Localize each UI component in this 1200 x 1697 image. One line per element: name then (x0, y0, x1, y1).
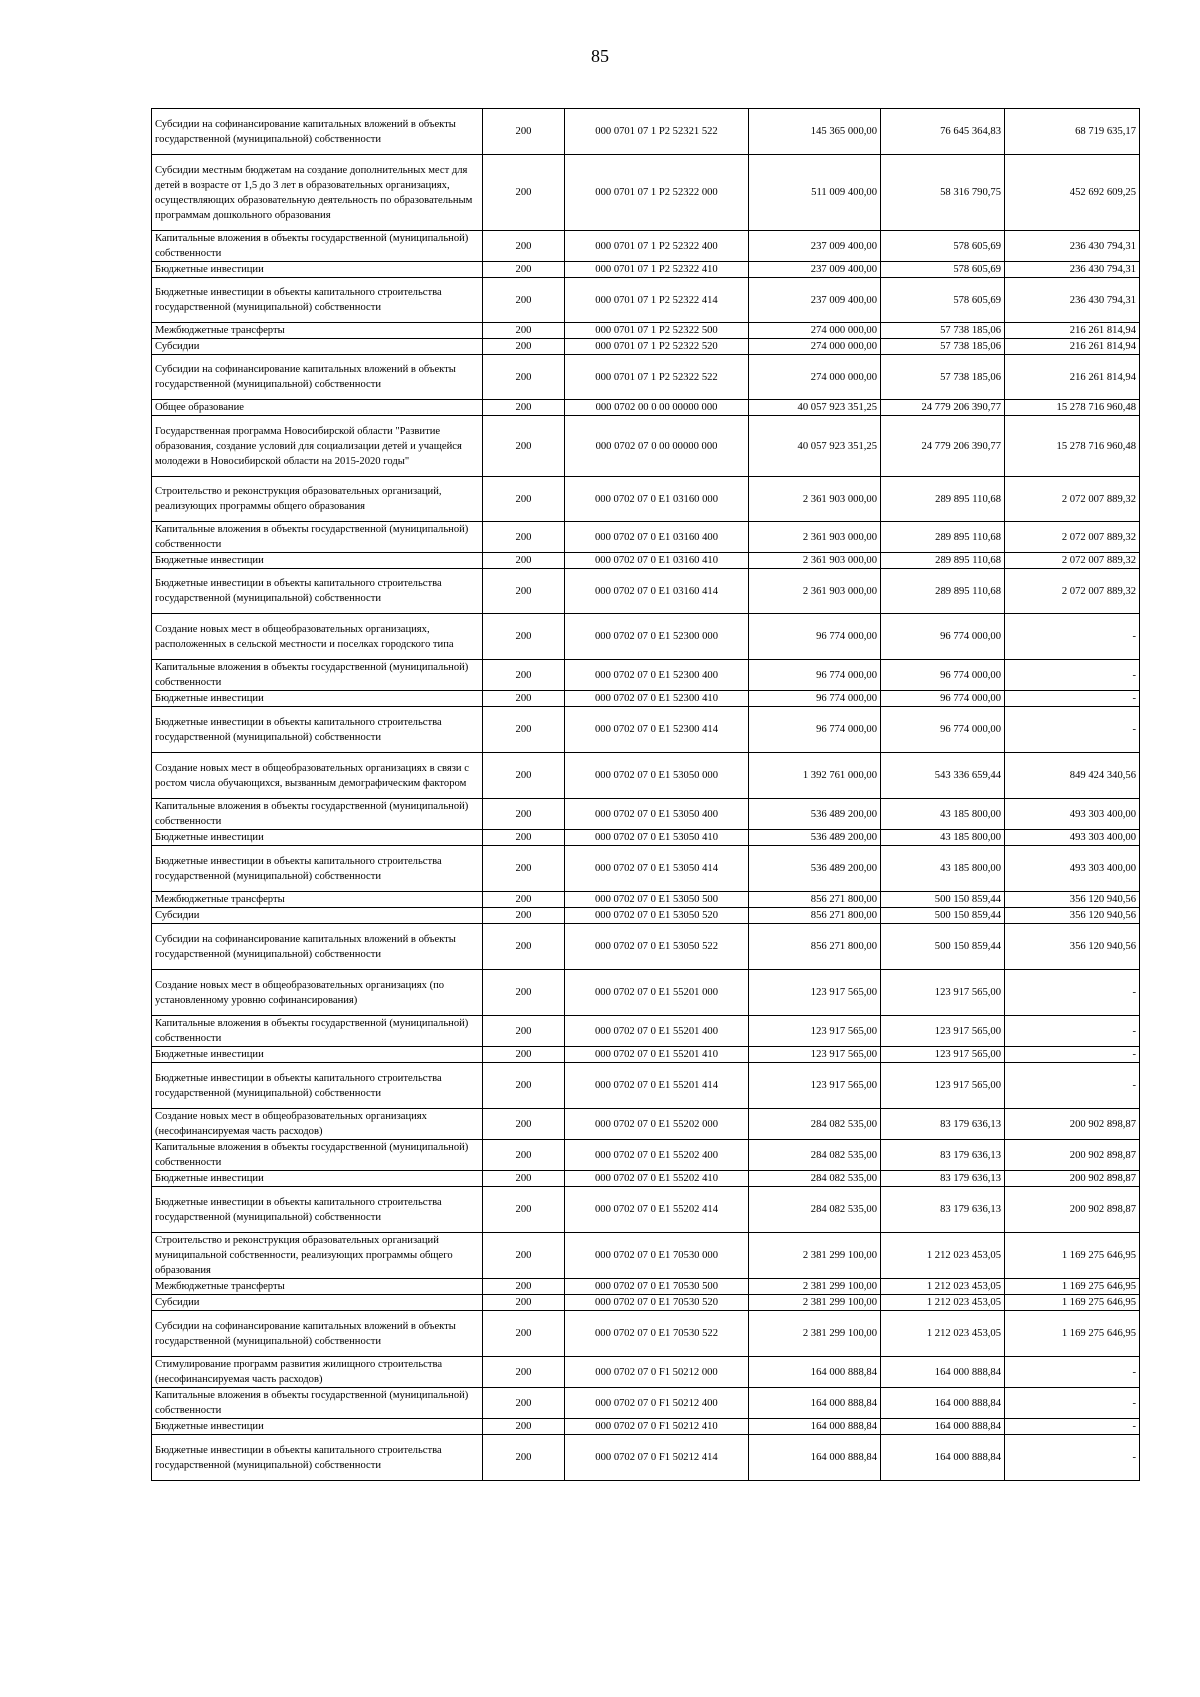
table-row (152, 1016, 1140, 1047)
table-row (152, 908, 1140, 924)
row-unexecuted: - (1005, 660, 1140, 691)
row-unexecuted: 1 169 275 646,95 (1005, 1311, 1140, 1357)
row-admin-code: 200 (483, 553, 565, 569)
row-name: Бюджетные инвестиции в объекты капитального строительства государственной (муниципальной) собственности (152, 569, 483, 614)
row-admin-code: 200 (483, 522, 565, 553)
row-admin-code: 200 (483, 691, 565, 707)
row-approved: 2 361 903 000,00 (749, 522, 881, 553)
row-unexecuted: 216 261 814,94 (1005, 339, 1140, 355)
row-unexecuted: 356 120 940,56 (1005, 892, 1140, 908)
row-executed: 578 605,69 (881, 262, 1005, 278)
row-name: Бюджетные инвестиции (152, 1419, 483, 1435)
row-executed: 578 605,69 (881, 278, 1005, 323)
row-name: Стимулирование программ развития жилищного строительства (несофинансируемая часть расходов) (152, 1357, 483, 1388)
row-budget-code: 000 0702 07 0 E1 55202 000 (565, 1109, 749, 1140)
row-approved: 536 489 200,00 (749, 846, 881, 892)
table-row (152, 416, 1140, 477)
row-name: Создание новых мест в общеобразовательных организациях (по установленному уровню софинансирования) (152, 970, 483, 1016)
row-name: Субсидии на софинансирование капитальных вложений в объекты государственной (муниципальной) собственности (152, 924, 483, 970)
row-approved: 123 917 565,00 (749, 1063, 881, 1109)
row-executed: 96 774 000,00 (881, 660, 1005, 691)
row-budget-code: 000 0702 07 0 E1 03160 414 (565, 569, 749, 614)
row-unexecuted: 200 902 898,87 (1005, 1171, 1140, 1187)
row-name: Субсидии местным бюджетам на создание дополнительных мест для детей в возрасте от 1,5 до 3 лет в образовательных организациях, осуществляющих образовательную деятельность по образовательным программам дошкольного образования (152, 155, 483, 231)
row-name: Межбюджетные трансферты (152, 1279, 483, 1295)
row-unexecuted: - (1005, 1435, 1140, 1481)
row-approved: 511 009 400,00 (749, 155, 881, 231)
row-admin-code: 200 (483, 1295, 565, 1311)
row-admin-code: 200 (483, 846, 565, 892)
row-budget-code: 000 0702 07 0 E1 53050 410 (565, 830, 749, 846)
table-row (152, 339, 1140, 355)
row-name: Бюджетные инвестиции в объекты капитального строительства государственной (муниципальной) собственности (152, 1063, 483, 1109)
row-name: Капитальные вложения в объекты государственной (муниципальной) собственности (152, 660, 483, 691)
row-executed: 96 774 000,00 (881, 707, 1005, 753)
table-row (152, 1388, 1140, 1419)
row-name: Субсидии на софинансирование капитальных вложений в объекты государственной (муниципальной) собственности (152, 109, 483, 155)
table-row (152, 231, 1140, 262)
row-approved: 284 082 535,00 (749, 1109, 881, 1140)
row-name: Бюджетные инвестиции (152, 553, 483, 569)
budget-table (151, 108, 1140, 1481)
row-unexecuted: - (1005, 1047, 1140, 1063)
row-name: Межбюджетные трансферты (152, 892, 483, 908)
table-row (152, 1295, 1140, 1311)
row-budget-code: 000 0702 07 0 E1 55202 414 (565, 1187, 749, 1233)
row-admin-code: 200 (483, 1063, 565, 1109)
row-budget-code: 000 0701 07 1 P2 52322 500 (565, 323, 749, 339)
row-name: Субсидии на софинансирование капитальных вложений в объекты государственной (муниципальной) собственности (152, 1311, 483, 1357)
row-name: Бюджетные инвестиции в объекты капитального строительства государственной (муниципальной) собственности (152, 1187, 483, 1233)
row-admin-code: 200 (483, 109, 565, 155)
row-name: Капитальные вложения в объекты государственной (муниципальной) собственности (152, 231, 483, 262)
row-budget-code: 000 0702 07 0 E1 70530 520 (565, 1295, 749, 1311)
row-executed: 578 605,69 (881, 231, 1005, 262)
row-approved: 856 271 800,00 (749, 924, 881, 970)
row-executed: 43 185 800,00 (881, 799, 1005, 830)
row-admin-code: 200 (483, 323, 565, 339)
row-approved: 96 774 000,00 (749, 691, 881, 707)
row-name: Капитальные вложения в объекты государственной (муниципальной) собственности (152, 1388, 483, 1419)
row-admin-code: 200 (483, 830, 565, 846)
row-executed: 164 000 888,84 (881, 1357, 1005, 1388)
row-executed: 164 000 888,84 (881, 1388, 1005, 1419)
row-admin-code: 200 (483, 278, 565, 323)
row-executed: 43 185 800,00 (881, 830, 1005, 846)
row-unexecuted: - (1005, 1357, 1140, 1388)
row-executed: 500 150 859,44 (881, 908, 1005, 924)
row-budget-code: 000 0701 07 1 P2 52322 000 (565, 155, 749, 231)
row-executed: 543 336 659,44 (881, 753, 1005, 799)
row-admin-code: 200 (483, 614, 565, 660)
row-unexecuted: 356 120 940,56 (1005, 908, 1140, 924)
row-unexecuted: - (1005, 691, 1140, 707)
row-admin-code: 200 (483, 1233, 565, 1279)
row-executed: 96 774 000,00 (881, 691, 1005, 707)
row-approved: 237 009 400,00 (749, 231, 881, 262)
row-approved: 536 489 200,00 (749, 830, 881, 846)
row-unexecuted: 493 303 400,00 (1005, 799, 1140, 830)
row-unexecuted: 452 692 609,25 (1005, 155, 1140, 231)
row-approved: 2 361 903 000,00 (749, 569, 881, 614)
row-admin-code: 200 (483, 1419, 565, 1435)
table-row (152, 753, 1140, 799)
row-approved: 2 361 903 000,00 (749, 477, 881, 522)
row-budget-code: 000 0701 07 1 P2 52322 520 (565, 339, 749, 355)
row-executed: 123 917 565,00 (881, 1016, 1005, 1047)
row-name: Субсидии (152, 339, 483, 355)
row-admin-code: 200 (483, 1047, 565, 1063)
row-admin-code: 200 (483, 1279, 565, 1295)
table-row (152, 892, 1140, 908)
row-name: Бюджетные инвестиции в объекты капитального строительства государственной (муниципальной) собственности (152, 846, 483, 892)
row-approved: 536 489 200,00 (749, 799, 881, 830)
row-name: Создание новых мест в общеобразовательных организациях (несофинансируемая часть расходов) (152, 1109, 483, 1140)
row-admin-code: 200 (483, 924, 565, 970)
row-admin-code: 200 (483, 892, 565, 908)
row-budget-code: 000 0702 07 0 E1 53050 522 (565, 924, 749, 970)
row-approved: 40 057 923 351,25 (749, 400, 881, 416)
row-unexecuted: 2 072 007 889,32 (1005, 522, 1140, 553)
row-approved: 856 271 800,00 (749, 908, 881, 924)
row-name: Бюджетные инвестиции в объекты капитального строительства государственной (муниципальной) собственности (152, 707, 483, 753)
row-admin-code: 200 (483, 799, 565, 830)
row-approved: 145 365 000,00 (749, 109, 881, 155)
row-budget-code: 000 0701 07 1 P2 52322 410 (565, 262, 749, 278)
row-admin-code: 200 (483, 1311, 565, 1357)
row-approved: 2 381 299 100,00 (749, 1233, 881, 1279)
table-row (152, 522, 1140, 553)
row-executed: 1 212 023 453,05 (881, 1295, 1005, 1311)
row-approved: 96 774 000,00 (749, 660, 881, 691)
row-unexecuted: 2 072 007 889,32 (1005, 553, 1140, 569)
row-unexecuted: 1 169 275 646,95 (1005, 1295, 1140, 1311)
row-executed: 500 150 859,44 (881, 924, 1005, 970)
row-admin-code: 200 (483, 339, 565, 355)
row-name: Субсидии (152, 1295, 483, 1311)
row-name: Бюджетные инвестиции в объекты капитального строительства государственной (муниципальной) собственности (152, 278, 483, 323)
table-row (152, 355, 1140, 400)
row-executed: 57 738 185,06 (881, 355, 1005, 400)
row-executed: 1 212 023 453,05 (881, 1311, 1005, 1357)
row-unexecuted: 216 261 814,94 (1005, 355, 1140, 400)
row-executed: 123 917 565,00 (881, 1063, 1005, 1109)
table-row (152, 1047, 1140, 1063)
row-name: Субсидии на софинансирование капитальных вложений в объекты государственной (муниципальной) собственности (152, 355, 483, 400)
budget-table-body (152, 109, 1140, 1481)
table-row (152, 400, 1140, 416)
row-unexecuted: 15 278 716 960,48 (1005, 416, 1140, 477)
row-admin-code: 200 (483, 707, 565, 753)
table-row (152, 1435, 1140, 1481)
row-admin-code: 200 (483, 970, 565, 1016)
row-budget-code: 000 0702 07 0 E1 55201 414 (565, 1063, 749, 1109)
table-row (152, 846, 1140, 892)
row-name: Строительство и реконструкция образовательных организаций муниципальной собственности, реализующих программы общего образования (152, 1233, 483, 1279)
row-executed: 289 895 110,68 (881, 522, 1005, 553)
row-executed: 1 212 023 453,05 (881, 1279, 1005, 1295)
row-unexecuted: - (1005, 1016, 1140, 1047)
row-admin-code: 200 (483, 1187, 565, 1233)
table-row (152, 109, 1140, 155)
row-budget-code: 000 0702 07 0 E1 70530 522 (565, 1311, 749, 1357)
row-executed: 1 212 023 453,05 (881, 1233, 1005, 1279)
row-name: Строительство и реконструкция образовательных организаций, реализующих программы общего образования (152, 477, 483, 522)
row-budget-code: 000 0702 07 0 E1 03160 410 (565, 553, 749, 569)
row-approved: 164 000 888,84 (749, 1435, 881, 1481)
table-row (152, 323, 1140, 339)
row-unexecuted: 236 430 794,31 (1005, 262, 1140, 278)
table-row (152, 1187, 1140, 1233)
row-admin-code: 200 (483, 231, 565, 262)
table-row (152, 1063, 1140, 1109)
row-budget-code: 000 0702 07 0 E1 70530 000 (565, 1233, 749, 1279)
row-unexecuted: 200 902 898,87 (1005, 1109, 1140, 1140)
row-unexecuted: 1 169 275 646,95 (1005, 1279, 1140, 1295)
row-approved: 274 000 000,00 (749, 355, 881, 400)
row-budget-code: 000 0702 07 0 E1 52300 400 (565, 660, 749, 691)
row-budget-code: 000 0702 07 0 E1 52300 414 (565, 707, 749, 753)
table-row (152, 1419, 1140, 1435)
row-admin-code: 200 (483, 155, 565, 231)
row-approved: 274 000 000,00 (749, 323, 881, 339)
row-budget-code: 000 0702 07 0 E1 55201 410 (565, 1047, 749, 1063)
row-name: Межбюджетные трансферты (152, 323, 483, 339)
page-number: 85 (591, 46, 609, 66)
table-row (152, 799, 1140, 830)
table-row (152, 155, 1140, 231)
row-executed: 57 738 185,06 (881, 323, 1005, 339)
row-approved: 164 000 888,84 (749, 1388, 881, 1419)
row-name: Капитальные вложения в объекты государственной (муниципальной) собственности (152, 1140, 483, 1171)
row-admin-code: 200 (483, 1140, 565, 1171)
row-budget-code: 000 0702 07 0 E1 03160 400 (565, 522, 749, 553)
row-approved: 2 381 299 100,00 (749, 1311, 881, 1357)
row-approved: 164 000 888,84 (749, 1419, 881, 1435)
row-budget-code: 000 0702 07 0 E1 70530 500 (565, 1279, 749, 1295)
row-admin-code: 200 (483, 355, 565, 400)
row-executed: 76 645 364,83 (881, 109, 1005, 155)
table-row (152, 1171, 1140, 1187)
row-unexecuted: 200 902 898,87 (1005, 1140, 1140, 1171)
row-name: Общее образование (152, 400, 483, 416)
row-approved: 96 774 000,00 (749, 707, 881, 753)
row-name: Бюджетные инвестиции (152, 691, 483, 707)
row-approved: 856 271 800,00 (749, 892, 881, 908)
row-executed: 289 895 110,68 (881, 569, 1005, 614)
table-row (152, 970, 1140, 1016)
row-approved: 274 000 000,00 (749, 339, 881, 355)
row-name: Капитальные вложения в объекты государственной (муниципальной) собственности (152, 1016, 483, 1047)
row-budget-code: 000 0702 07 0 E1 53050 500 (565, 892, 749, 908)
row-unexecuted: - (1005, 1388, 1140, 1419)
row-executed: 289 895 110,68 (881, 477, 1005, 522)
table-row (152, 924, 1140, 970)
row-unexecuted: 216 261 814,94 (1005, 323, 1140, 339)
row-unexecuted: 236 430 794,31 (1005, 278, 1140, 323)
row-budget-code: 000 0702 07 0 E1 03160 000 (565, 477, 749, 522)
row-unexecuted: 493 303 400,00 (1005, 830, 1140, 846)
row-executed: 164 000 888,84 (881, 1435, 1005, 1481)
row-admin-code: 200 (483, 569, 565, 614)
table-row (152, 691, 1140, 707)
row-admin-code: 200 (483, 477, 565, 522)
row-name: Бюджетные инвестиции (152, 1171, 483, 1187)
row-name: Бюджетные инвестиции (152, 830, 483, 846)
row-approved: 1 392 761 000,00 (749, 753, 881, 799)
row-budget-code: 000 0702 07 0 00 00000 000 (565, 416, 749, 477)
row-admin-code: 200 (483, 753, 565, 799)
table-row (152, 614, 1140, 660)
row-budget-code: 000 0701 07 1 P2 52321 522 (565, 109, 749, 155)
row-unexecuted: 2 072 007 889,32 (1005, 569, 1140, 614)
row-executed: 83 179 636,13 (881, 1109, 1005, 1140)
table-row (152, 830, 1140, 846)
row-executed: 123 917 565,00 (881, 1047, 1005, 1063)
row-approved: 284 082 535,00 (749, 1171, 881, 1187)
row-budget-code: 000 0702 07 0 E1 53050 520 (565, 908, 749, 924)
row-approved: 237 009 400,00 (749, 278, 881, 323)
row-name: Бюджетные инвестиции в объекты капитального строительства государственной (муниципальной) собственности (152, 1435, 483, 1481)
table-row (152, 707, 1140, 753)
row-unexecuted: - (1005, 1063, 1140, 1109)
row-executed: 83 179 636,13 (881, 1140, 1005, 1171)
table-row (152, 262, 1140, 278)
row-executed: 24 779 206 390,77 (881, 416, 1005, 477)
row-unexecuted: 493 303 400,00 (1005, 846, 1140, 892)
row-budget-code: 000 0702 07 0 F1 50212 400 (565, 1388, 749, 1419)
row-approved: 284 082 535,00 (749, 1187, 881, 1233)
row-approved: 40 057 923 351,25 (749, 416, 881, 477)
row-executed: 164 000 888,84 (881, 1419, 1005, 1435)
row-approved: 2 361 903 000,00 (749, 553, 881, 569)
table-row (152, 1279, 1140, 1295)
row-unexecuted: 200 902 898,87 (1005, 1187, 1140, 1233)
row-budget-code: 000 0702 07 0 E1 55201 000 (565, 970, 749, 1016)
table-row (152, 477, 1140, 522)
row-executed: 500 150 859,44 (881, 892, 1005, 908)
row-approved: 2 381 299 100,00 (749, 1295, 881, 1311)
row-executed: 123 917 565,00 (881, 970, 1005, 1016)
row-executed: 24 779 206 390,77 (881, 400, 1005, 416)
row-executed: 83 179 636,13 (881, 1187, 1005, 1233)
table-row (152, 278, 1140, 323)
row-executed: 289 895 110,68 (881, 553, 1005, 569)
row-approved: 123 917 565,00 (749, 1016, 881, 1047)
table-row (152, 1357, 1140, 1388)
table-row (152, 569, 1140, 614)
row-budget-code: 000 0702 07 0 E1 53050 414 (565, 846, 749, 892)
row-name: Капитальные вложения в объекты государственной (муниципальной) собственности (152, 522, 483, 553)
row-budget-code: 000 0702 07 0 E1 55201 400 (565, 1016, 749, 1047)
row-admin-code: 200 (483, 1357, 565, 1388)
row-admin-code: 200 (483, 660, 565, 691)
row-unexecuted: 236 430 794,31 (1005, 231, 1140, 262)
row-admin-code: 200 (483, 1388, 565, 1419)
row-budget-code: 000 0702 07 0 F1 50212 000 (565, 1357, 749, 1388)
row-budget-code: 000 0701 07 1 P2 52322 414 (565, 278, 749, 323)
row-executed: 96 774 000,00 (881, 614, 1005, 660)
row-name: Государственная программа Новосибирской области "Развитие образования, создание условий для социализации детей и учащейся молодежи в Новосибирской области на 2015-2020 годы" (152, 416, 483, 477)
row-budget-code: 000 0702 07 0 E1 55202 410 (565, 1171, 749, 1187)
table-row (152, 553, 1140, 569)
row-admin-code: 200 (483, 1016, 565, 1047)
row-name: Капитальные вложения в объекты государственной (муниципальной) собственности (152, 799, 483, 830)
row-name: Создание новых мест в общеобразовательных организациях в связи с ростом числа обучающихся, вызванным демографическим фактором (152, 753, 483, 799)
row-admin-code: 200 (483, 1435, 565, 1481)
row-admin-code: 200 (483, 262, 565, 278)
row-executed: 57 738 185,06 (881, 339, 1005, 355)
row-executed: 83 179 636,13 (881, 1171, 1005, 1187)
row-executed: 58 316 790,75 (881, 155, 1005, 231)
row-unexecuted: 849 424 340,56 (1005, 753, 1140, 799)
row-unexecuted: 356 120 940,56 (1005, 924, 1140, 970)
row-unexecuted: - (1005, 707, 1140, 753)
row-budget-code: 000 0702 07 0 E1 53050 000 (565, 753, 749, 799)
row-budget-code: 000 0701 07 1 P2 52322 400 (565, 231, 749, 262)
table-row (152, 1140, 1140, 1171)
row-budget-code: 000 0702 07 0 E1 52300 000 (565, 614, 749, 660)
row-approved: 2 381 299 100,00 (749, 1279, 881, 1295)
table-row (152, 1109, 1140, 1140)
row-unexecuted: - (1005, 970, 1140, 1016)
row-name: Создание новых мест в общеобразовательных организациях, расположенных в сельской местности и поселках городского типа (152, 614, 483, 660)
row-approved: 123 917 565,00 (749, 970, 881, 1016)
row-name: Бюджетные инвестиции (152, 262, 483, 278)
row-name: Бюджетные инвестиции (152, 1047, 483, 1063)
row-budget-code: 000 0702 07 0 F1 50212 410 (565, 1419, 749, 1435)
row-budget-code: 000 0702 07 0 E1 55202 400 (565, 1140, 749, 1171)
row-budget-code: 000 0702 07 0 E1 52300 410 (565, 691, 749, 707)
row-unexecuted: - (1005, 1419, 1140, 1435)
row-budget-code: 000 0702 00 0 00 00000 000 (565, 400, 749, 416)
row-admin-code: 200 (483, 416, 565, 477)
row-unexecuted: 15 278 716 960,48 (1005, 400, 1140, 416)
row-unexecuted: 1 169 275 646,95 (1005, 1233, 1140, 1279)
row-approved: 284 082 535,00 (749, 1140, 881, 1171)
row-approved: 164 000 888,84 (749, 1357, 881, 1388)
row-budget-code: 000 0701 07 1 P2 52322 522 (565, 355, 749, 400)
row-admin-code: 200 (483, 400, 565, 416)
row-budget-code: 000 0702 07 0 E1 53050 400 (565, 799, 749, 830)
row-admin-code: 200 (483, 1171, 565, 1187)
row-name: Субсидии (152, 908, 483, 924)
row-executed: 43 185 800,00 (881, 846, 1005, 892)
row-approved: 96 774 000,00 (749, 614, 881, 660)
row-budget-code: 000 0702 07 0 F1 50212 414 (565, 1435, 749, 1481)
table-row (152, 1233, 1140, 1279)
row-unexecuted: 68 719 635,17 (1005, 109, 1140, 155)
row-unexecuted: 2 072 007 889,32 (1005, 477, 1140, 522)
row-unexecuted: - (1005, 614, 1140, 660)
table-row (152, 1311, 1140, 1357)
row-approved: 237 009 400,00 (749, 262, 881, 278)
row-admin-code: 200 (483, 908, 565, 924)
table-row (152, 660, 1140, 691)
row-approved: 123 917 565,00 (749, 1047, 881, 1063)
row-admin-code: 200 (483, 1109, 565, 1140)
